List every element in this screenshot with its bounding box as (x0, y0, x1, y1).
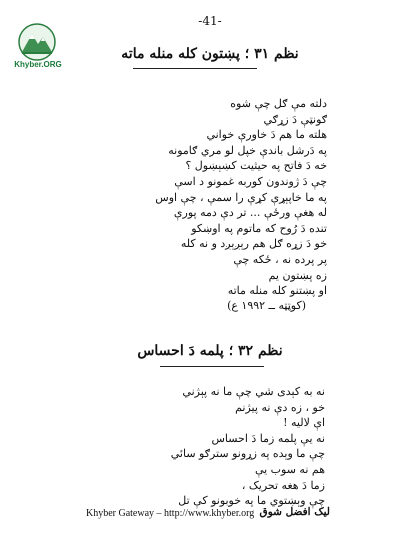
poem-line: زه پښتون یم (268, 268, 327, 282)
poem-1 (155, 96, 327, 299)
poem-line: په ما خاپېړې کړې را سمې ، چې اوس (155, 190, 327, 204)
poem-line: خو ، زه دې نه پیژنم (235, 400, 325, 414)
khyber-logo-icon (14, 22, 60, 62)
poem-line: نه یې پلمه زما دَ احساس (211, 431, 325, 445)
poem-date: (کوټټه ــ ۱۹۹۲ ع) (227, 299, 306, 312)
poem-title-1: نظم ۳۱ ؛ پښتون کله منله ماته (121, 46, 299, 62)
footer-site-link[interactable]: Khyber Gateway – http://www.khyber.org (86, 508, 255, 519)
poem-2 (171, 384, 325, 509)
footer-author: لیک افضل شوق (259, 506, 330, 518)
logo[interactable] (14, 22, 60, 62)
poem-line: هلته ما هم دَ خاورې خواني (206, 128, 327, 142)
poem-line: هم نه سوب یې (254, 462, 325, 476)
poem-line: چې ما وېده په زړونو سترګو سائي (170, 447, 325, 461)
poem-line: چې دَ ژوندون کوربه غمونو د اسې (174, 174, 327, 188)
page-number: -41- (198, 14, 222, 28)
title-underline-1 (133, 68, 257, 69)
poem-line: په دَرشل باندې خپل لو مري ګامونه (168, 143, 327, 157)
poem-line: ګونټې دَ زړګي (263, 112, 327, 126)
poem-line: او پښتنو کله منله ماته (227, 284, 327, 298)
poem-line: اې لالیه ! (283, 416, 325, 430)
poem-line: دلته مې ګل چې شوه (230, 97, 327, 110)
poem-line: زما دَ هغه تحریک ، (241, 478, 325, 492)
poem-line: خه دَ فاتح په حیثیت کښېښول ؟ (185, 159, 327, 173)
title-underline-2 (160, 366, 264, 367)
poem-line: تنده دَ رُوح که ماتوم په اوښکو (191, 221, 327, 235)
logo-label: Khyber.ORG (14, 60, 62, 69)
poem-line: پر پرده نه ، ځکه چې (233, 252, 327, 266)
poem-title-2: نظم ۳۲ ؛ پلمه دَ احساس (137, 343, 283, 359)
poem-line: نه به کېدی شي چې ما نه پېژني (182, 385, 325, 398)
poem-line: خو دَ زړه ګل هم رېږېږد و نه کله (180, 237, 327, 251)
poem-line: له هغې ورځې ... تر دې دمه پورې (173, 206, 327, 220)
poem-line: چې وېښتوي ما په خوبونو کې تل (178, 494, 325, 508)
